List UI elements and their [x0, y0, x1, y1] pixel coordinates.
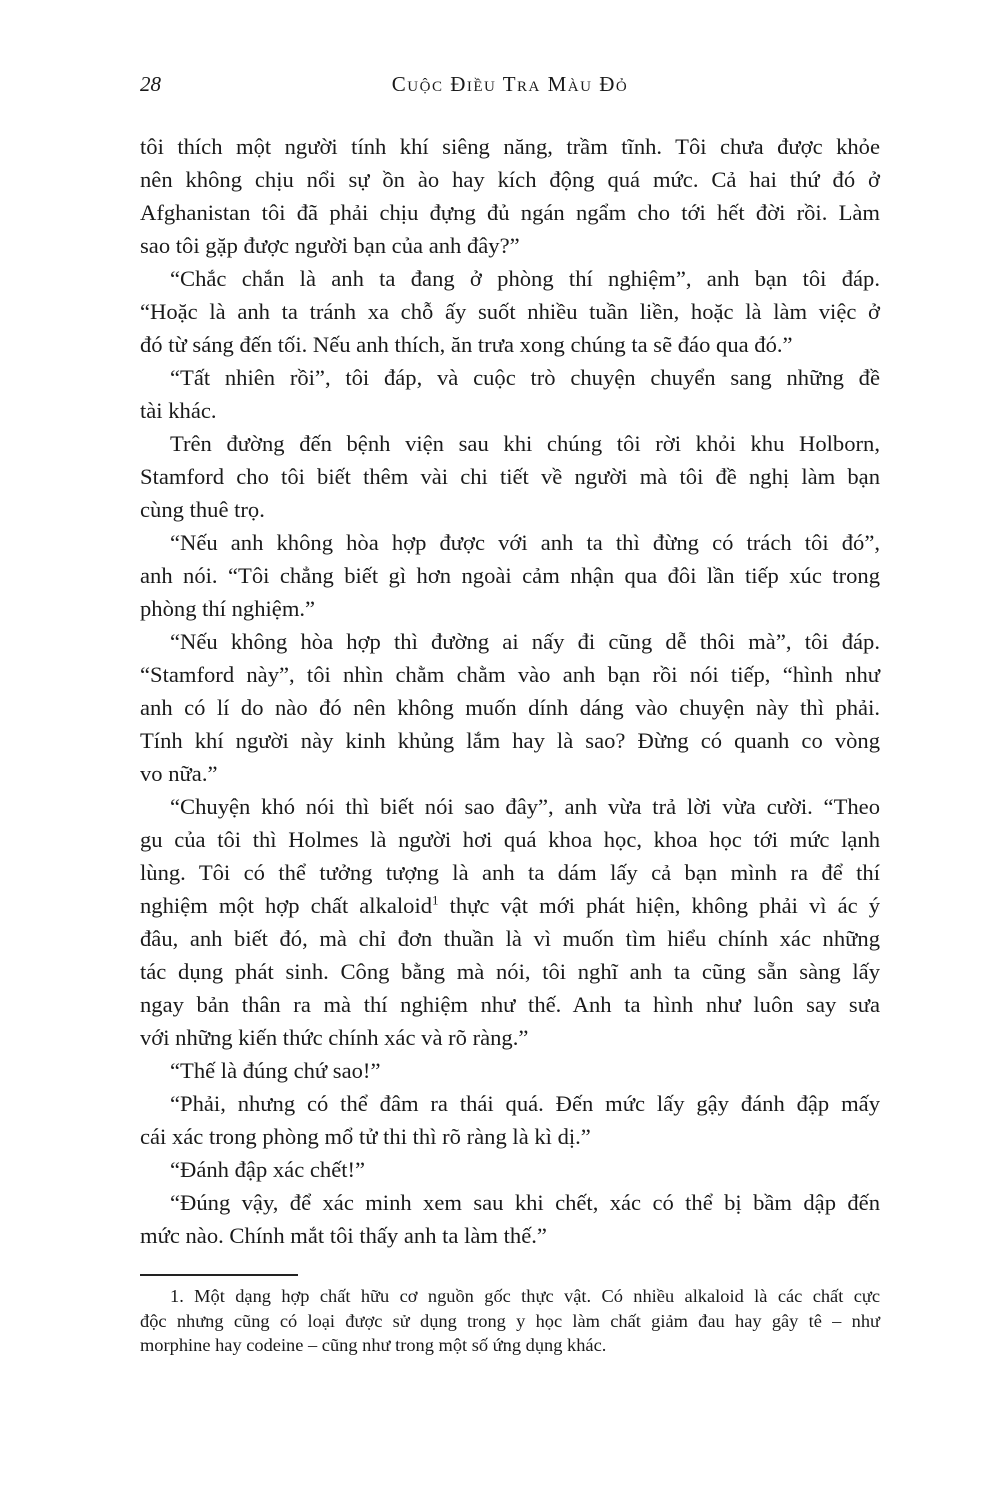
line-text: “Chắc chắn là anh ta đang ở phòng thí nghiệm”, anh bạn tôi đáp.: [170, 266, 880, 291]
line-text: morphine hay codeine – cũng như trong một số ứng dụng khác.: [140, 1335, 607, 1355]
text-line: [140, 361, 880, 394]
footnote-separator: [140, 1274, 298, 1276]
line-text: vo nữa.”: [140, 761, 218, 786]
line-text: “Nếu không hòa hợp thì đường ai nấy đi cũng dễ thôi mà”, tôi đáp.: [170, 629, 880, 654]
text-line: [140, 163, 880, 196]
line-text: phòng thí nghiệm.”: [140, 596, 316, 621]
text-line: [140, 1021, 880, 1054]
text-line: [140, 295, 880, 328]
text-line: [140, 130, 880, 163]
line-text: Stamford cho tôi biết thêm vài chi tiết về người mà tôi đề nghị làm bạn: [140, 464, 880, 489]
line-text: “Phải, nhưng có thể đâm ra thái quá. Đến mức lấy gậy đánh đập mấy: [170, 1091, 880, 1116]
line-text: sao tôi gặp được người bạn của anh đây?”: [140, 233, 520, 258]
line-text: “Thế là đúng chứ sao!”: [170, 1058, 381, 1083]
text-line: [140, 691, 880, 724]
line-text: tác dụng phát sinh. Công bằng mà nói, tôi nghĩ anh ta cũng sẵn sàng lấy: [140, 959, 880, 984]
footnote-line: [140, 1309, 880, 1334]
text-line: [140, 394, 880, 427]
text-line: [140, 922, 880, 955]
text-line: [140, 493, 880, 526]
text-line: [140, 1153, 880, 1186]
body-text: [140, 130, 880, 1252]
line-text: nên không chịu nổi sự ồn ào hay kích động quá mức. Cả hai thứ đó ở: [140, 167, 880, 192]
text-line: [140, 988, 880, 1021]
text-line: [140, 889, 880, 922]
line-text: đó từ sáng đến tối. Nếu anh thích, ăn trưa xong chúng ta sẽ đáo qua đó.”: [140, 332, 793, 357]
page-number: 28: [140, 72, 161, 96]
line-text: “Stamford này”, tôi nhìn chằm chằm vào anh bạn rồi nói tiếp, “hình như: [140, 662, 880, 687]
line-text: “Đúng vậy, để xác minh xem sau khi chết, xác có thể bị bầm dập đến: [170, 1190, 880, 1215]
text-line: [140, 1120, 880, 1153]
text-line: [140, 460, 880, 493]
text-line: [140, 1186, 880, 1219]
line-text: tài khác.: [140, 398, 217, 423]
line-text: lùng. Tôi có thể tưởng tượng là anh ta dám lấy cả bạn mình ra để thí: [140, 860, 880, 885]
text-line: [140, 427, 880, 460]
line-text: gu của tôi thì Holmes là người hơi quá khoa học, khoa học tới mức lạnh: [140, 827, 880, 852]
text-line: [140, 658, 880, 691]
text-line: [140, 328, 880, 361]
line-text: thực vật mới phát hiện, không phải vì ác ý: [438, 893, 880, 918]
line-text: mức nào. Chính mắt tôi thấy anh ta làm thế.”: [140, 1223, 547, 1248]
line-text: ngay bản thân ra mà thí nghiệm như thế. Anh ta hình như luôn say sưa: [140, 992, 880, 1017]
line-text: Afghanistan tôi đã phải chịu đựng đủ ngán ngẩm cho tới hết đời rồi. Làm: [140, 200, 880, 225]
line-text: anh nói. “Tôi chẳng biết gì hơn ngoài cảm nhận qua đôi lần tiếp xúc trong: [140, 563, 880, 588]
line-text: “Đánh đập xác chết!”: [170, 1157, 366, 1182]
text-line: [140, 196, 880, 229]
line-text: Trên đường đến bệnh viện sau khi chúng tôi rời khỏi khu Holborn,: [170, 431, 880, 456]
text-line: [140, 757, 880, 790]
line-text: độc nhưng cũng có loại được sử dụng trong y học làm chất giảm đau hay gây tê – như: [140, 1310, 880, 1331]
line-text: tôi thích một người tính khí siêng năng, trầm tĩnh. Tôi chưa được khỏe: [140, 134, 880, 159]
line-text: đâu, anh biết đó, mà chỉ đơn thuần là vì muốn tìm hiểu chính xác những: [140, 926, 880, 951]
footnote-line: [140, 1333, 880, 1358]
text-line: [140, 229, 880, 262]
footnote-marker: 1: [432, 892, 439, 908]
text-line: [140, 1219, 880, 1252]
line-text: cái xác trong phòng mổ tử thi thì rõ ràng là kì dị.”: [140, 1124, 591, 1149]
text-line: [140, 856, 880, 889]
running-title: Cuộc Điều Tra Màu Đỏ: [391, 72, 629, 96]
text-line: [140, 526, 880, 559]
text-line: [140, 724, 880, 757]
line-text: “Nếu anh không hòa hợp được với anh ta thì đừng có trách tôi đó”,: [170, 530, 880, 555]
text-line: [140, 1087, 880, 1120]
text-line: [140, 823, 880, 856]
line-text: “Tất nhiên rồi”, tôi đáp, và cuộc trò chuyện chuyển sang những đề: [170, 365, 880, 390]
line-text: cùng thuê trọ.: [140, 497, 265, 522]
line-text: 1. Một dạng hợp chất hữu cơ nguồn gốc thực vật. Có nhiều alkaloid là các chất cực: [170, 1286, 880, 1306]
line-text: “Hoặc là anh ta tránh xa chỗ ấy suốt nhiều tuần liền, hoặc là làm việc ở: [140, 299, 880, 324]
text-line: [140, 955, 880, 988]
footnotes: [140, 1284, 880, 1358]
text-line: [140, 1054, 880, 1087]
line-text: anh có lí do nào đó nên không muốn dính dáng vào chuyện này thì phải.: [140, 695, 880, 720]
text-line: [140, 790, 880, 823]
text-line: [140, 262, 880, 295]
line-text: nghiệm một hợp chất alkaloid: [140, 893, 433, 918]
line-text: với những kiến thức chính xác và rõ ràng.”: [140, 1025, 529, 1050]
text-line: [140, 592, 880, 625]
text-line: [140, 625, 880, 658]
text-line: [140, 559, 880, 592]
line-text: “Chuyện khó nói thì biết nói sao đây”, anh vừa trả lời vừa cười. “Theo: [170, 794, 880, 819]
line-text: Tính khí người này kinh khủng lắm hay là sao? Đừng có quanh co vòng: [140, 728, 880, 753]
footnote-line: [140, 1284, 880, 1309]
